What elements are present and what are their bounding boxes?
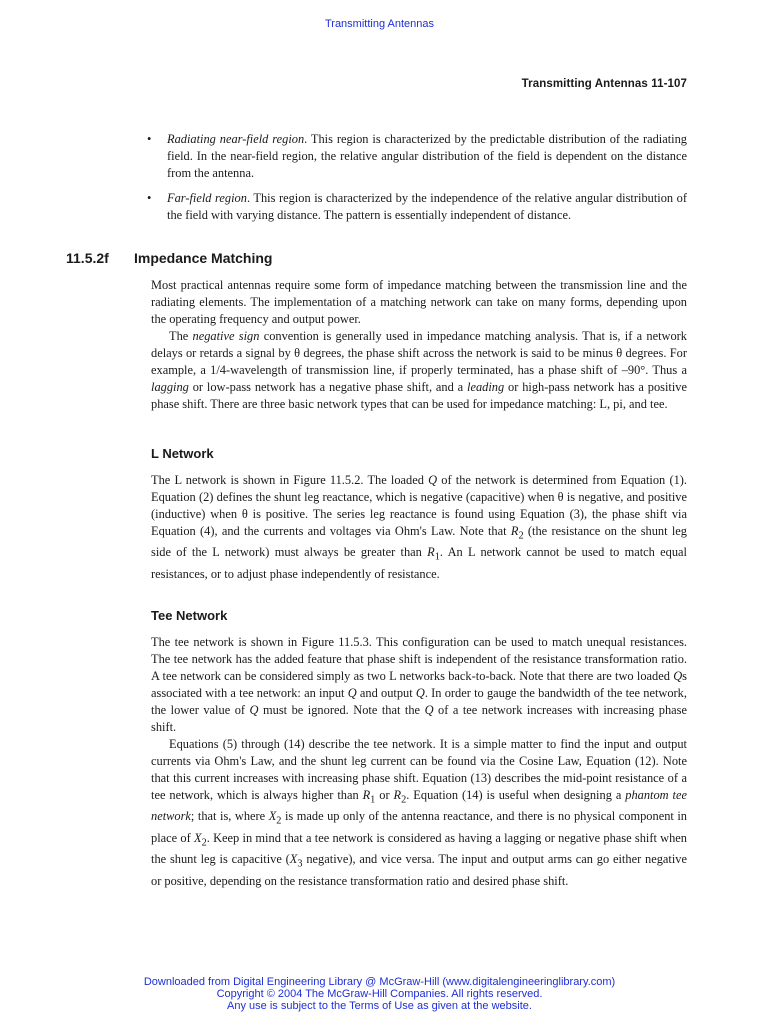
section-heading — [66, 250, 272, 266]
math-var: R — [362, 788, 371, 802]
text-run: . An L network cannot be used to match equal resistances, or to adjust phase independently of resistance. — [151, 545, 688, 581]
tee-network-heading: Tee Network — [151, 608, 228, 623]
l-network-paragraph — [151, 472, 687, 583]
math-sub: 2 — [401, 794, 407, 806]
math-var: X — [268, 809, 277, 824]
math-var: R — [393, 788, 402, 802]
math-sub: 2 — [518, 530, 524, 542]
intro-block — [151, 277, 687, 413]
math-sub: 2 — [276, 815, 282, 827]
l-network-block — [151, 472, 687, 583]
math-var: Q — [424, 703, 434, 717]
math-var: Q — [415, 686, 425, 700]
math-sub: 1 — [370, 794, 376, 806]
math-var: Q — [428, 473, 438, 487]
text-run: Equations (5) through (14) describe the tee network. It is a simple matter to find the input and output currents via Ohm's Law, and the shunt leg current can be found via the Cosine Law, Equation (12). Note that this current increases with increasing phase shift. Equation (13) describes the mid-point resistance of a tee network, which is always higher than — [151, 737, 687, 802]
text-run: and output — [356, 686, 416, 700]
emphasis: negative sign — [192, 329, 260, 343]
text-run: or high-pass network has a positive phase shift. There are three basic network types that can be used for impedance matching: L, pi, and tee. — [151, 380, 687, 411]
bullet-text: . This region is characterized by the independence of the relative angular distribution of the field with varying distance. The pattern is essentially independent of distance. — [167, 191, 687, 222]
text-run: The L network is shown in Figure 11.5.2. The loaded — [151, 473, 429, 487]
text-run: must be ignored. Note that the — [258, 703, 425, 717]
math-sub: 2 — [201, 837, 207, 849]
tee-network-paragraph — [151, 634, 687, 736]
math-sub: 3 — [297, 858, 303, 870]
list-item — [147, 131, 687, 182]
text-run: . In order to gauge the bandwidth of the tee network, the lower value of — [151, 686, 687, 717]
intro-paragraph: Most practical antennas require some form of impedance matching between the transmission line and the radiating elements. The implementation of a matching network can take on many forms, depending upon the operating frequency and output power. — [151, 278, 687, 326]
intro-paragraph — [151, 328, 687, 413]
bullet-text: . This region is characterized by the predictable distribution of the radiating field. In the near-field region, the relative angular distribution of the field is dependent on the distance from the antenna. — [167, 132, 687, 180]
text-run: . Equation (14) is useful when designing a — [406, 788, 626, 802]
text-run: (the resistance on the shunt leg side of the L network) must always be greater than — [151, 524, 687, 560]
math-var: X — [194, 830, 202, 845]
text-run: . Keep in mind that a tee network is considered as having a lagging or negative phase shift when the shunt leg is capacitive ( — [151, 830, 688, 867]
footer-line-copyright[interactable]: Copyright © 2004 The McGraw-Hill Companies. All rights reserved. — [216, 988, 543, 1000]
section-title: Impedance Matching — [134, 250, 273, 266]
emphasis: lagging — [151, 380, 189, 394]
text-run: The tee network is shown in Figure 11.5.3. This configuration can be used to match unequal resistances. The tee network has the added feature that phase shift is independent of the resistance transformation ratio. A tee network can be considered simply as two L networks back-to-back. Note that there are two loaded — [151, 635, 687, 683]
math-var: R — [510, 524, 519, 538]
text-run: or — [375, 788, 394, 802]
bullet-list — [147, 131, 687, 232]
l-network-heading: L Network — [151, 446, 214, 461]
text-run: s associated with a tee network: an input — [151, 669, 687, 700]
math-sub: 1 — [434, 551, 440, 563]
footer-line-download[interactable]: Downloaded from Digital Engineering Library @ McGraw-Hill (www.digitalengineeringlibrary.com) — [143, 976, 616, 988]
bullet-marker: • — [147, 191, 152, 205]
top-link[interactable]: Transmitting Antennas — [324, 18, 435, 30]
text-run: is made up only of the antenna reactance, and there is no physical component in place of — [151, 809, 687, 845]
section-number: 11.5.2f — [66, 250, 109, 266]
text-run: The — [169, 329, 193, 343]
text-run: of a tee network increases with increasing phase shift. — [151, 703, 687, 734]
math-var: Q — [347, 686, 357, 700]
tee-network-block — [151, 634, 687, 890]
text-run: convention is generally used in impedance matching analysis. That is, if a network delays or retards a signal by θ degrees, the phase shift across the network is said to be minus θ degrees. For example, a 1/4-wavelength of transmission line, if properly terminated, has a phase shift of –90°. Thus a — [151, 329, 687, 377]
emphasis: phantom tee network — [151, 788, 687, 824]
list-item — [147, 190, 687, 224]
tee-network-paragraph — [151, 736, 687, 890]
math-var: R — [427, 545, 435, 560]
text-run: ; that is, where — [190, 809, 269, 824]
math-var: Q — [673, 669, 683, 683]
footer[interactable] — [0, 976, 759, 1012]
running-head: Transmitting Antennas 11-107 — [521, 78, 687, 90]
text-run: of the network is determined from Equation (1). Equation (2) defines the shunt leg reactance, which is negative (capacitive) when θ is negative, and positive (inductive) when θ is positive. The series leg reactance is found using Equation (3), the phase shift via Equation (4), and the currents and voltages via Ohm's Law. Note that — [151, 473, 687, 538]
math-var: Q — [249, 703, 259, 717]
emphasis: leading — [467, 380, 505, 394]
bullet-term: Far-field region — [167, 191, 247, 205]
bullet-marker: • — [147, 132, 152, 146]
text-run: or low-pass network has a negative phase shift, and a — [188, 380, 467, 394]
footer-line-terms[interactable]: Any use is subject to the Terms of Use as given at the website. — [227, 1000, 532, 1012]
text-run: negative), and vice versa. The input and output arms can go either negative or positive, depending on the resistance transformation ratio and desired phase shift. — [151, 852, 687, 888]
math-var: X — [289, 852, 298, 867]
bullet-term: Radiating near-field region — [167, 132, 305, 146]
